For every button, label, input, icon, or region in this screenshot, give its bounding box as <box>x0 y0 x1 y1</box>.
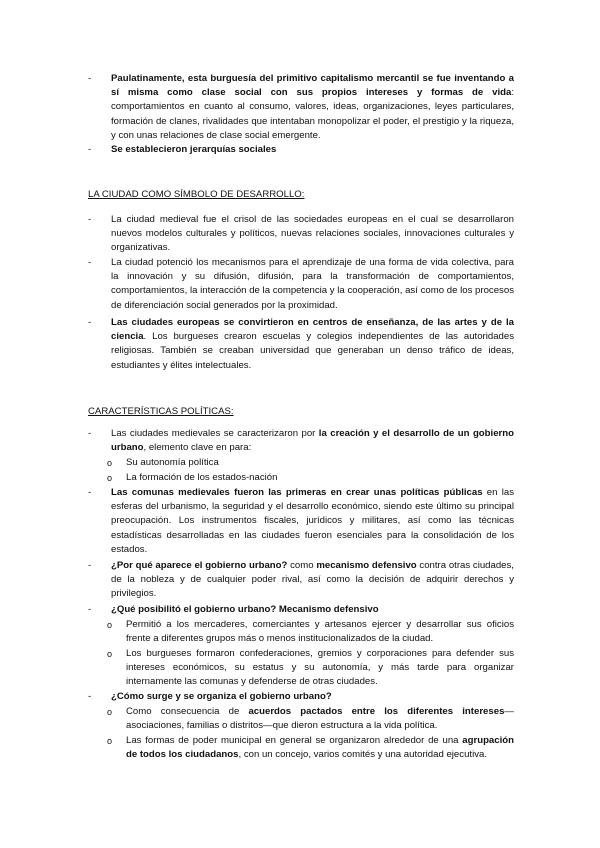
section-heading: LA CIUDAD COMO SÍMBOLO DE DESARROLLO: <box>88 189 305 200</box>
sub-bullet-marker: o <box>107 649 113 659</box>
bullet-item <box>88 316 514 373</box>
bold-text: agrupación de todos los ciudadanos <box>126 735 514 761</box>
bullet-item <box>88 427 514 455</box>
sub-bullet-item <box>107 618 514 646</box>
sub-bullet-item <box>107 471 514 485</box>
bold-text: la creación y el desarrollo de un gobierno urbano <box>111 428 514 454</box>
bullet-item <box>88 559 514 602</box>
body-text: como <box>287 560 317 571</box>
sub-bullet-text: Permitió a los mercaderes, comerciantes y artesanos ejercer y desarrollar sus oficios frente a diferentes grupos más o menos institucionalizados de la ciudad. <box>126 619 514 645</box>
bold-text: Las comunas medievales fueron las primeras en crear unas políticas públicas <box>111 487 483 498</box>
bold-text: ¿Por qué aparece el gobierno urbano? <box>111 560 288 571</box>
bullet-text <box>111 72 514 143</box>
body-text: —asociaciones, familias o distritos—que dieron estructura a la vida política. <box>126 706 514 732</box>
sub-bullet-marker: o <box>107 473 113 483</box>
bullet-text <box>111 486 514 557</box>
body-text: Las ciudades medievales se caracterizaron por <box>111 428 319 439</box>
bullet-item <box>88 72 514 143</box>
bold-text: Las ciudades europeas se convirtieron en centros de enseñanza, de las artes y de la ciencia <box>111 317 514 343</box>
body-text: contra otras ciudades, de la nobleza y de cualquier poder rival, así como la decisión de adquirir derechos y privilegios. <box>111 560 514 600</box>
dash-marker: - <box>88 317 92 328</box>
bullet-item <box>88 486 514 557</box>
sub-bullet-text <box>126 705 514 733</box>
sub-bullet-marker: o <box>107 707 113 717</box>
bullet-text <box>111 603 514 617</box>
sub-bullet-item <box>107 734 514 762</box>
body-text: , con un concejo, varios comités y una autoridad ejecutiva. <box>238 749 487 761</box>
dash-marker: - <box>88 487 92 498</box>
bold-text: Paulatinamente, esta burguesía del primitivo capitalismo mercantil se fue inventando a sí misma como clase social con sus propios intereses y formas de vida <box>111 73 514 99</box>
dash-marker: - <box>88 214 92 225</box>
body-text: : comportamientos en cuanto al consumo, valores, ideas, organizaciones, leyes particulares, formación de clanes, rivalidades que intentaban monopolizar el poder, el prestigio y la riqueza, y con unas relaciones de clase social emergente. <box>111 87 514 141</box>
dash-marker: - <box>88 257 92 268</box>
body-text: en las esferas del urbanismo, la seguridad y el desarrollo económico, siendo este último su principal preocupación. Los instrumentos fiscales, jurídicos y militares, así como las técnicas estadísticas desarrolladas en las ciudades fueron esenciales para la consolidación de los estados. <box>111 487 514 555</box>
dash-marker: - <box>88 604 92 615</box>
dash-marker: - <box>88 428 92 439</box>
bold-text: ¿Cómo surge y se organiza el gobierno urbano? <box>111 691 332 702</box>
bullet-text: La ciudad potenció los mecanismos para el aprendizaje de una forma de vida colectiva, para la innovación y su difusión, difusión, para la transformación de comportamientos, comportamientos, la interacción de la competencia y la cooperación, así como de los procesos de diferenciación social generados por la proximidad. <box>111 257 514 311</box>
dash-marker: - <box>88 144 92 155</box>
sub-bullet-item <box>107 647 514 690</box>
dash-marker: - <box>88 691 92 702</box>
bullet-text <box>111 427 514 455</box>
sub-bullet-item <box>107 705 514 733</box>
sub-bullet-marker: o <box>107 458 113 468</box>
bullet-item <box>88 690 514 704</box>
body-text: . Los burgueses crearon escuelas y colegios independientes de las autoridades religiosas. También se creaban universidad que generaban un denso tráfico de ideas, estudiantes y élites intelectuales. <box>111 331 514 371</box>
bullet-item <box>88 256 514 313</box>
bold-text: acuerdos pactados entre los diferentes intereses <box>248 706 505 717</box>
bullet-text <box>111 316 514 373</box>
sub-bullet-marker: o <box>107 620 113 630</box>
bullet-text <box>111 143 514 157</box>
sub-bullet-item <box>107 456 514 470</box>
body-text: Como consecuencia de <box>126 706 249 717</box>
bullet-item <box>88 213 514 256</box>
sub-bullet-text: Los burgueses formaron confederaciones, gremios y corporaciones para defender sus intereses económicos, su estatus y su autonomía, y más tarde para organizar internamente las comunas y defenderse de otras ciudades. <box>126 648 514 688</box>
bold-text: ¿Qué posibilitó el gobierno urbano? Mecanismo defensivo <box>111 604 379 615</box>
bullet-text <box>111 690 514 704</box>
bold-text: mecanismo defensivo <box>316 560 417 571</box>
bullet-item <box>88 603 514 617</box>
bullet-text <box>111 559 514 602</box>
sub-bullet-text: Su autonomía política <box>126 457 219 468</box>
dash-marker: - <box>88 73 92 84</box>
sub-bullet-text <box>126 734 514 762</box>
bullet-text: La ciudad medieval fue el crisol de las sociedades europeas en el cual se desarrollaron nuevos modelos culturales y políticos, nuevas relaciones sociales, innovaciones culturales y organizativas. <box>111 214 514 254</box>
sub-bullet-marker: o <box>107 736 113 746</box>
body-text: , elemento clave en para: <box>143 442 252 454</box>
dash-marker: - <box>88 560 92 571</box>
section-heading: CARACTERÍSTICAS POLÍTICAS: <box>88 406 234 417</box>
bold-text: Se establecieron jerarquías sociales <box>111 144 277 155</box>
body-text: Las formas de poder municipal en general se organizaron alrededor de una <box>126 735 463 746</box>
sub-bullet-text: La formación de los estados-nación <box>126 472 278 483</box>
bullet-item <box>88 143 514 157</box>
